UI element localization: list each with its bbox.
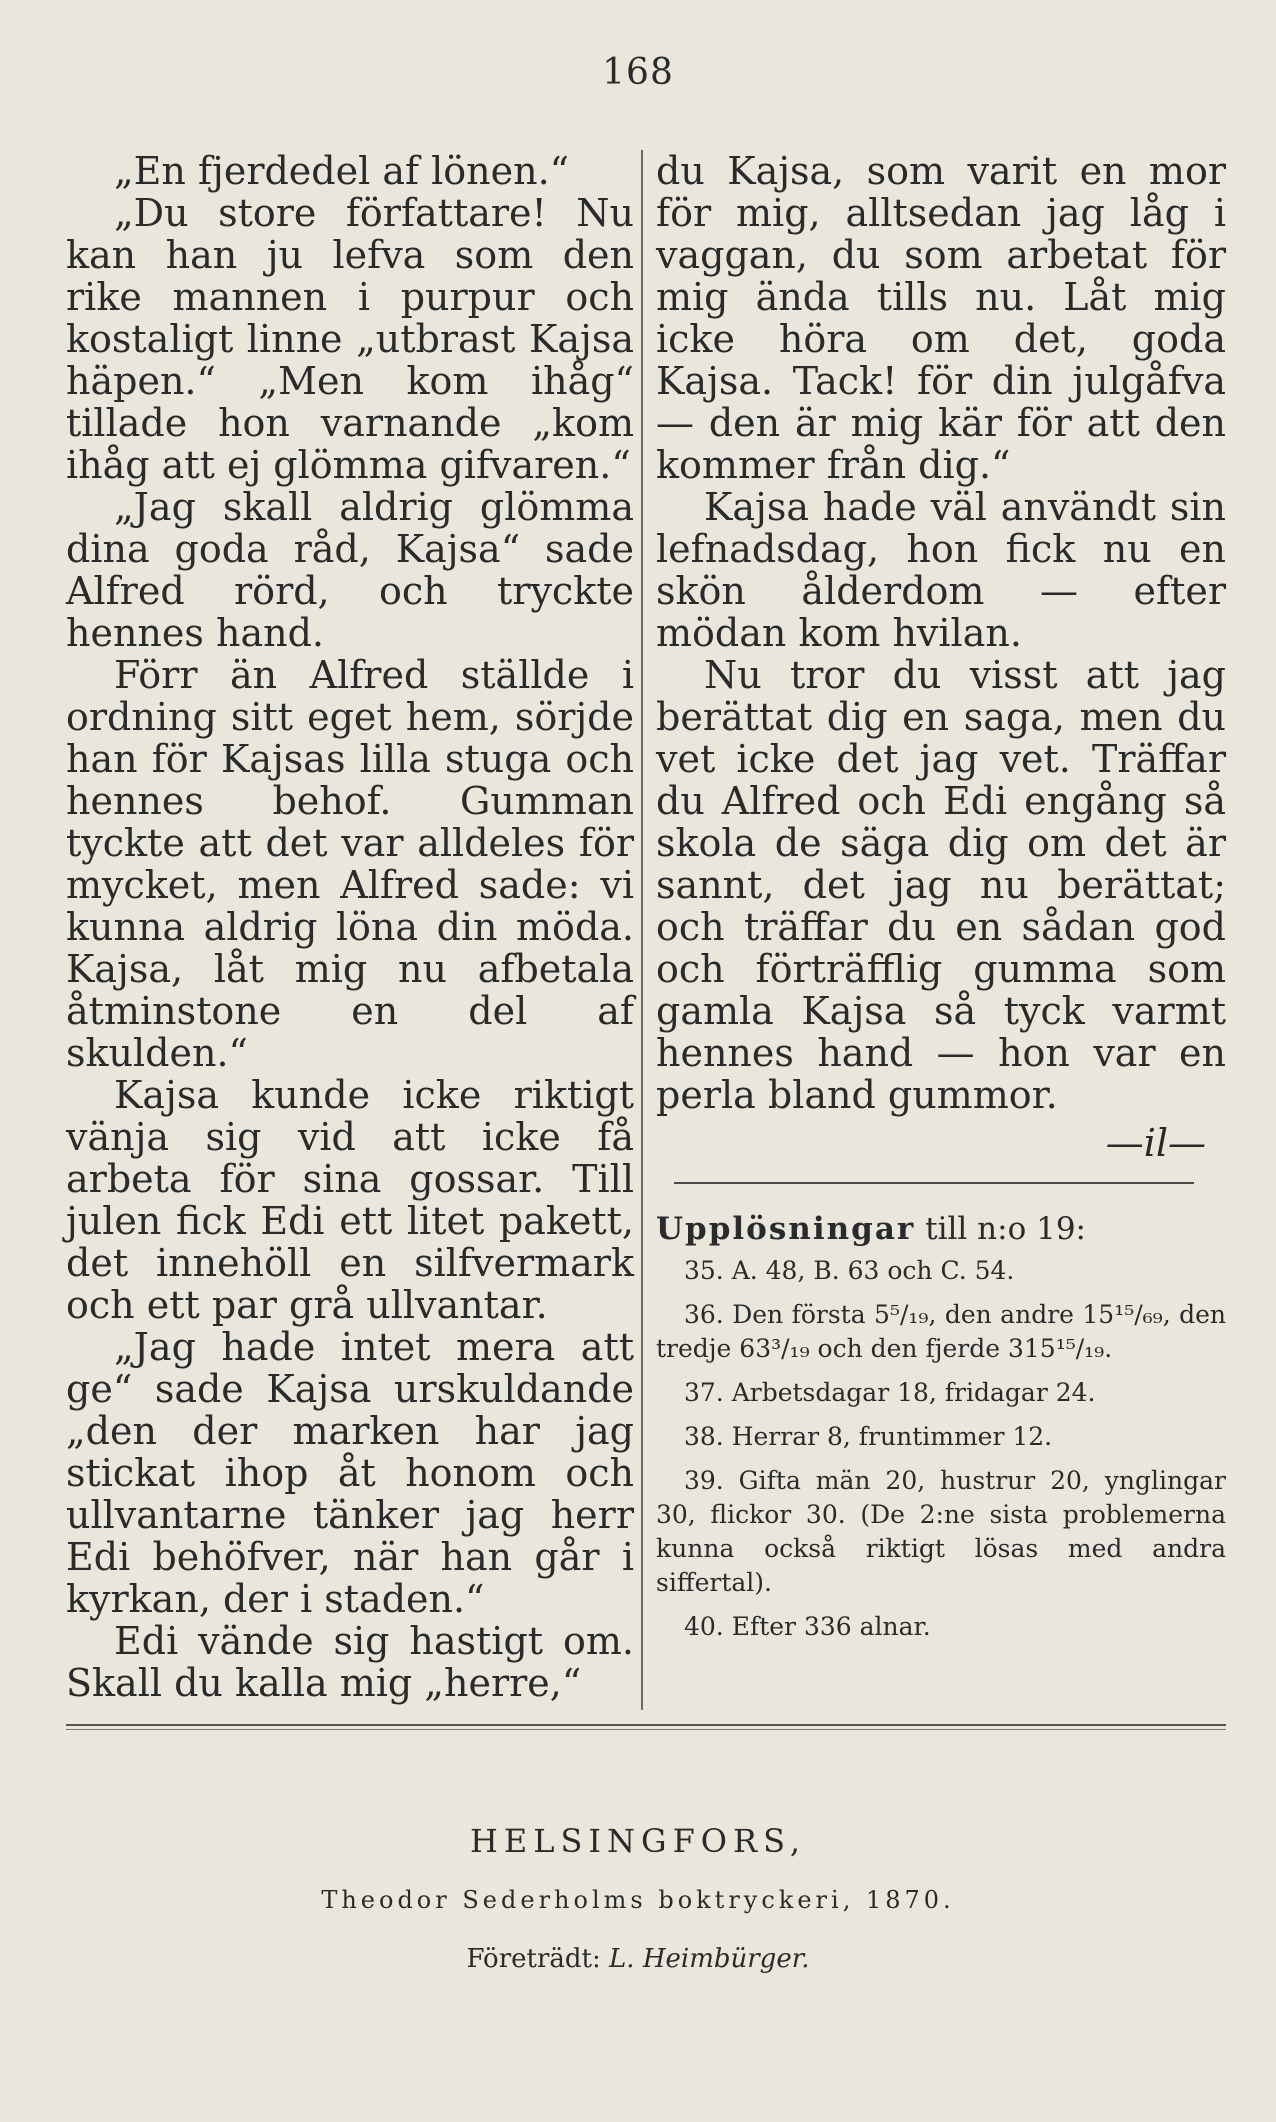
answer-item: 35. A. 48, B. 63 och C. 54.	[684, 1256, 1015, 1285]
answers-suffix: till n:o 19:	[925, 1211, 1086, 1247]
answer-item: 38. Herrar 8, fruntimmer 12.	[684, 1422, 1053, 1451]
left-paragraph: „Du store författare! Nu kan han ju lefva som den rike mannen i purpur och kostaligt linne „utbrast Kajsa häpen.“ „Men kom ihåg“ tillade hon varnande „kom ihåg att ej glömma gifvaren.“	[66, 191, 634, 487]
author-signature: —il—	[1105, 1121, 1206, 1165]
left-paragraph: Förr än Alfred ställde i ordning sitt eget hem, sörjde han för Kajsas lilla stuga och hennes behof. Gumman tyckte att det var alldeles för mycket, men Alfred sade: vi kunna aldrig löna din möda. Kajsa, låt mig nu afbetala åtminstone en del af skulden.“	[66, 653, 634, 1075]
answer-item: 40. Efter 336 alnar.	[684, 1612, 931, 1641]
answer-item: 36. Den första 5⁵/₁₉, den andre 15¹⁵/₆₉, den tredje 63³/₁₉ och den fjerde 315¹⁵/₁₉.	[656, 1300, 1226, 1363]
answer-item: 37. Arbetsdagar 18, fridagar 24.	[684, 1378, 1096, 1407]
left-paragraph: Edi vände sig hastigt om. Skall du kalla mig „herre,“	[66, 1619, 634, 1705]
publisher-label: Företrädt:	[466, 1944, 601, 1974]
publisher-name: L. Heimbürger.	[609, 1944, 810, 1974]
answers-list	[656, 1254, 1226, 1644]
left-paragraph: „En fjerdedel af lönen.“	[114, 149, 570, 193]
left-paragraph: Kajsa kunde icke riktigt vänja sig vid att icke få arbeta för sina gossar. Till julen fick Edi ett litet pakett, det innehöll en silfvermark och ett par grå ullvantar.	[66, 1073, 634, 1327]
imprint-city: HELSINGFORS,	[469, 1822, 807, 1860]
imprint-printer: Theodor Sederholms boktryckeri, 1870.	[321, 1886, 955, 1914]
page-number: 168	[602, 52, 674, 93]
left-paragraph: „Jag hade intet mera att ge“ sade Kajsa urskuldande „den der marken har jag stickat ihop åt honom och ullvantarne tänker jag herr Edi behöfver, när han går i kyrkan, der i staden.“	[66, 1325, 634, 1621]
right-paragraph: Nu tror du visst att jag berättat dig en saga, men du vet icke det jag vet. Träffar du Alfred och Edi engång så skola de säga dig om det är sannt, det jag nu berättat; och träffar du en sådan god och förträfflig gumma som gamla Kajsa så tyck varmt hennes hand — hon var en perla bland gummor.	[656, 653, 1226, 1117]
answers-heading	[656, 1210, 1226, 1248]
right-paragraph: Kajsa hade väl användt sin lefnadsdag, hon fick nu en skön ålderdom — efter mödan kom hvilan.	[656, 485, 1226, 655]
answers-title: Upplösningar	[656, 1211, 916, 1247]
right-paragraph: du Kajsa, som varit en mor för mig, alltsedan jag låg i vaggan, du som arbetat för mig ända tills nu. Låt mig icke höra om det, goda Kajsa. Tack! för din julgåfva — den är mig kär för att den kommer från dig.“	[656, 149, 1226, 487]
imprint-publisher	[0, 1944, 1276, 1974]
column-divider	[641, 150, 643, 1710]
answer-item: 39. Gifta män 20, hustrur 20, ynglingar 30, flickor 30. (De 2:ne sista problemerna kunna också riktigt lösas med andra siffertal).	[656, 1466, 1226, 1597]
right-column	[656, 150, 1226, 1654]
footer-divider	[66, 1724, 1226, 1730]
section-divider	[674, 1182, 1194, 1184]
left-paragraph: „Jag skall aldrig glömma dina goda råd, Kajsa“ sade Alfred rörd, och tryckte hennes hand.	[66, 485, 634, 655]
left-column	[66, 150, 634, 1704]
